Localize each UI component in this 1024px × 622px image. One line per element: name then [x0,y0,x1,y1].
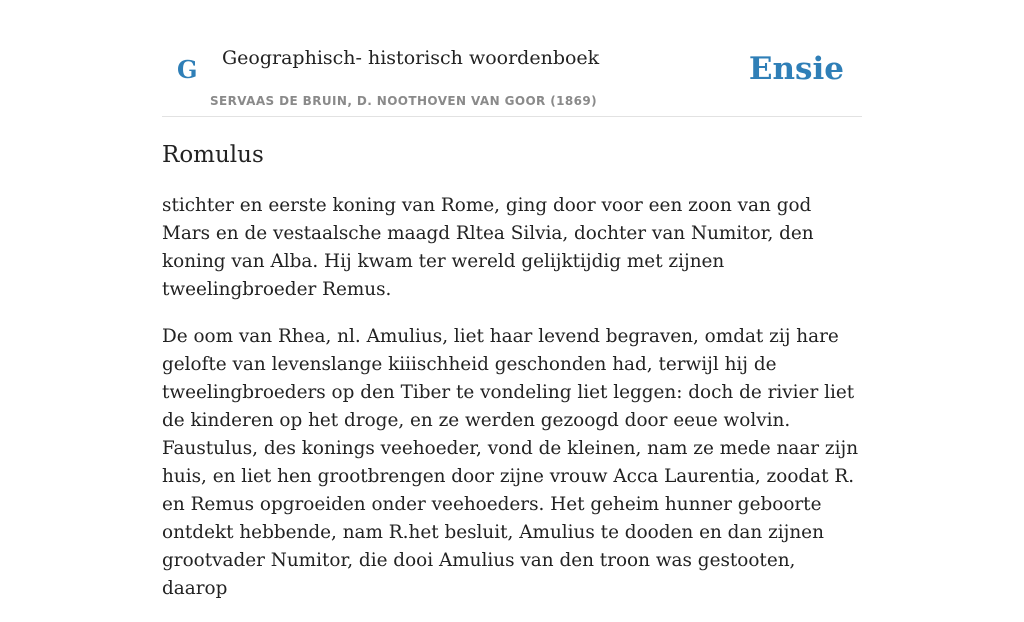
entry-body [162,192,862,622]
entry-paragraph: stichter en eerste koning van Rome, ging door voor een zoon van god Mars en de vestaalsche maagd Rltea Silvia, dochter van Numitor, den koning van Alba. Hij kwam ter wereld gelijktijdig met zijnen tweelingbroeder Remus. [162,195,814,300]
book-authors: SERVAAS DE BRUIN, D. NOOTHOVEN VAN GOOR (1869) [210,94,598,108]
book-title[interactable]: Geographisch- historisch woordenboek [222,47,600,69]
entry-title: Romulus [162,142,264,168]
ensie-logo[interactable]: Ensie [748,51,844,87]
book-logo-letter[interactable]: G [177,55,198,84]
entry-paragraph: De oom van Rhea, nl. Amulius, liet haar levend begraven, omdat zij hare gelofte van levenslange kiiischheid geschonden had, terwijl hij de tweelingbroeders op den Tiber te vondeling liet leggen: doch de rivier liet de kinderen op het droge, en ze werden gezoogd door eeue wolvin. Faustulus, des konings veehoeder, vond de kleinen, nam ze mede naar zijn huis, en liet hen grootbrengen door zijne vrouw Acca Laurentia, zoodat R. en Remus opgroeiden onder veehoeders. Het geheim hunner geboorte ontdekt hebbende, nam R.het besluit, Amulius te dooden en dan zijnen grootvader Numitor, die dooi Amulius van den troon was gestooten, daarop [162,326,859,599]
page-header [162,0,862,117]
